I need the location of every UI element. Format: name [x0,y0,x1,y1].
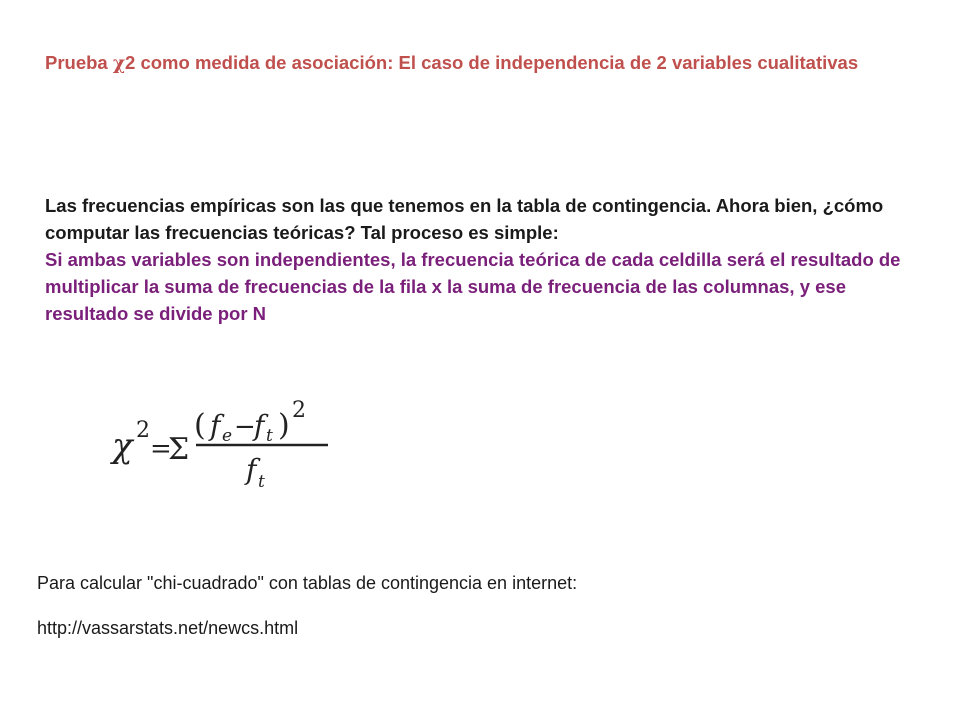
chi-symbol: χ [112,53,126,74]
chi-square-formula [110,395,350,500]
formula-num-exponent: 2 [292,398,306,423]
formula-minus: − [234,412,256,442]
formula-sigma: Σ [168,432,190,467]
formula-chi-exponent: 2 [136,418,150,443]
formula-den-sub: t [258,472,265,492]
title-rest: 2 como medida de asociación: El caso de independencia de 2 variables cualitativas [125,52,859,73]
calculator-note: Para calcular "chi-cuadrado" con tablas de contingencia en internet: [37,573,578,593]
formula-fe: f [210,409,221,442]
formula-ft: f [254,409,265,442]
explanation-paragraph [45,192,905,327]
formula-chi: χ [112,426,133,466]
formula-ft-sub: t [266,426,273,446]
empirical-frequency-text: Las frecuencias empíricas son las que tenemos en la tabla de contingencia. Ahora bien, ¿cómo computar las frecuencias teóricas? Tal proceso es simple: [45,195,884,243]
calculator-link[interactable]: http://vassarstats.net/newcs.html [37,618,299,638]
formula-close-paren: ) [278,408,290,443]
title-prefix: Prueba [45,52,113,73]
theoretical-frequency-rule: Si ambas variables son independientes, la frecuencia teórica de cada celdilla será el resultado de multiplicar la suma de frecuencias de la fila x la suma de frecuencia de las columnas, y ese resultado se divide por N [45,249,901,324]
formula-den-f: f [246,453,257,486]
formula-open-paren: ( [194,408,206,443]
slide-title [45,50,905,77]
formula-fe-sub: e [222,426,233,446]
formula-equals: = [150,434,172,464]
